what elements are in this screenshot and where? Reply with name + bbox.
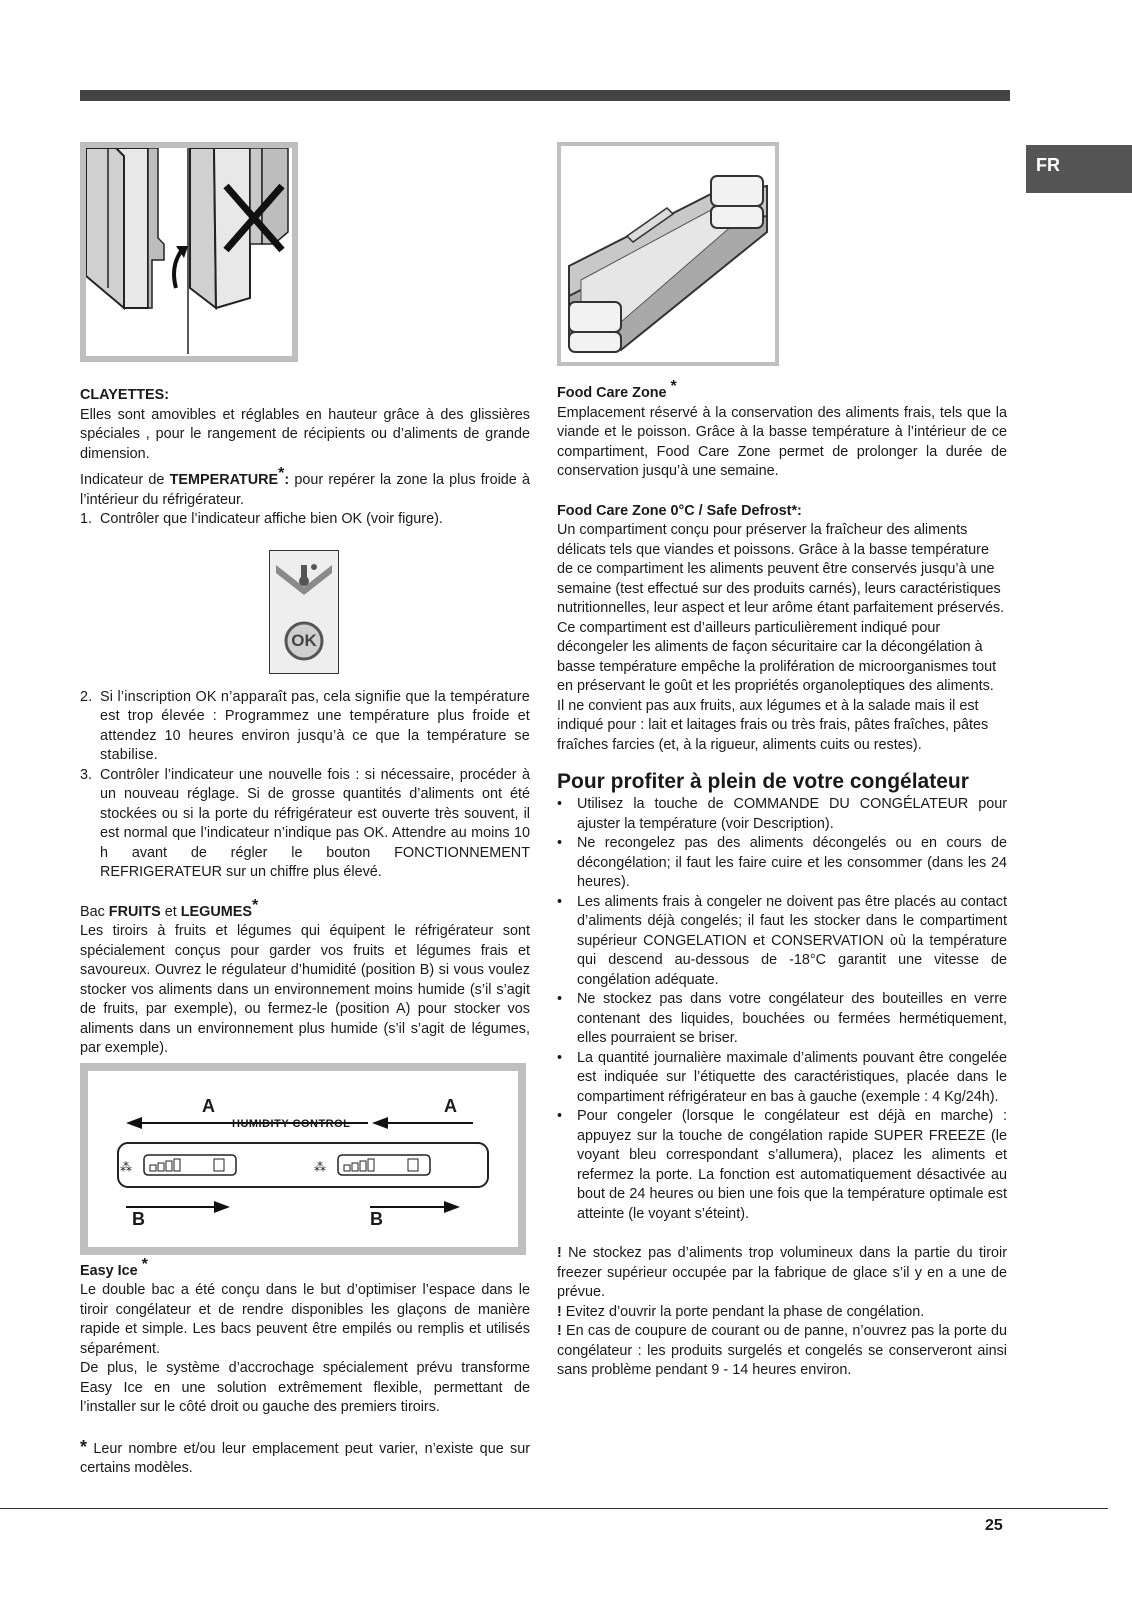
step-3: 3. Contrôler l’indicateur une nouvelle fois : si nécessaire, procéder à un nouveau réglage. Si de grosse quantités d’aliments ont été stockées ou si la porte du réfrigérateur est ouverte très souvent, il est normal que l’indicateur n’indique pas OK. Attendre au moins 10 h avant de régler le bouton FONCTIONNEMENT REFRIGERATEUR sur un chiffre plus élevé.: [80, 766, 530, 880]
left-column: [80, 386, 530, 1479]
svg-text:⁂: ⁂: [314, 1159, 326, 1174]
freezer-tip: • Utilisez la touche de COMMANDE DU CONGÉLATEUR pour ajuster la température (voir Description).: [557, 796, 1007, 832]
step-2: 2. Si l’inscription OK n’apparaît pas, cela signifie que la température est trop élevée : Programmez une température plus froide et attendez 10 heures environ jusqu’à ce que la température se stabilise.: [80, 688, 530, 763]
bac-title: Bac FRUITS et LEGUMES*: [80, 896, 259, 920]
freezer-tip: • Les aliments frais à congeler ne doivent pas être placés au contact d’aliments déjà congelés; il faut les stocker dans le compartiment supérieur CONGELATION et CONSERVATION où la température qui descend au-dessous de -18°C garantit une vitesse de congélation adéquate.: [557, 893, 1007, 988]
ok-label: OK: [291, 630, 317, 650]
humidity-control-label: HUMIDITY CONTROL: [232, 1117, 351, 1130]
label-b-right: B: [370, 1208, 383, 1229]
footnote: * Leur nombre et/ou leur emplacement peut varier, n’existe que sur certains modèles.: [80, 1436, 530, 1476]
shelf-illustration: [86, 148, 292, 356]
warning-1: ! Ne stockez pas d’aliments trop volumineux dans la partie du tiroir freezer supérieur occupée par la fabrique de glace s’il y en a une de prévue.: [557, 1245, 1007, 1300]
humidity-control-figure: [80, 1063, 526, 1255]
food-care-zone-text: Emplacement réservé à la conservation des aliments frais, tels que la viande et le poisson. Grâce à la basse température à l’intérieur de ce compartiment, Food Care Zone permet de prolonger la durée de conservation jusqu’à une semaine.: [557, 404, 1007, 479]
food-care-zone-title: Food Care Zone *: [557, 378, 677, 401]
freezer-tip: • Pour congeler (lorsque le congélateur est déjà en marche) : appuyez sur la touche de congélation rapide SUPER FREEZE (le voyant bleu correspondant s’allumera), placez les aliments et refermez la porte. La fonction est automatiquement désactivée au bout de 24 heures ou bien une fois que la température optimale est atteinte (le voyant s’éteint).: [557, 1108, 1007, 1222]
freezer-tips-list: [557, 795, 1007, 1224]
bottom-rule: [0, 1508, 1108, 1509]
right-column: [557, 378, 1007, 1381]
freezer-section-title: Pour profiter à plein de votre congélateur: [557, 770, 969, 793]
food-care-zone-0-title: Food Care Zone 0°C / Safe Defrost*:: [557, 502, 802, 519]
food-care-zone-0-p1: Un compartiment conçu pour préserver la fraîcheur des aliments délicats tels que viandes et poissons. Grâce à la basse température de ce compartiment les aliments peuvent être conservés jusqu’à une semaine (test effectué sur des produits carnés), leurs caractéristiques nutritionnelles, leur aspect et leur arôme étant parfaitement préservés.: [557, 522, 1005, 616]
indicator-text: Indicateur de TEMPERATURE*: pour repérer la zone la plus froide à l’intérieur du réfrigérateur.: [80, 465, 530, 508]
language-tab: FR: [1026, 145, 1132, 193]
steps-list-2: [80, 688, 530, 883]
label-b-left: B: [132, 1208, 145, 1229]
svg-text:⁂: ⁂: [120, 1159, 132, 1174]
freezer-tip: • Ne recongelez pas des aliments décongelés ou en cours de décongélation; il faut les faire cuire et les consommer (dans les 24 heures).: [557, 835, 1007, 890]
freezer-tip: • Ne stockez pas dans votre congélateur des bouteilles en verre contenant des liquides, bouchées ou fermées hermétiquement, elles pourraient se briser.: [557, 991, 1007, 1046]
label-a-left: A: [202, 1095, 215, 1116]
food-care-zone-0-p3: Il ne convient pas aux fruits, aux légumes et à la salade mais il est indiqué pour : lait et laitages frais ou très frais, pâtes fraîches, pâtes fraîches farcies (et, à la rigueur, aliments cuits ou restes).: [557, 697, 989, 753]
clayettes-title: CLAYETTES:: [80, 387, 170, 403]
bac-text: Les tiroirs à fruits et légumes qui équipent le réfrigérateur sont spécialement conçus pour garder vos fruits et légumes frais et savoureux. Ouvrez le régulateur d’humidité (position B) si vous voulez stocker vos aliments dans un environnement moins humide (s’il s’agit de fruits, par exemple), ou fermez-le (position A) pour stocker vos aliments dans un environnement plus humide (s’il s’agit de légumes, par exemple).: [80, 923, 530, 1056]
page-number: 25: [985, 1517, 1003, 1534]
thermometer-icon: [270, 551, 338, 673]
step-1: 1. Contrôler que l’indicateur affiche bien OK (voir figure).: [80, 511, 443, 527]
food-care-zone-0-p2: Ce compartiment est d’ailleurs particulièrement indiqué pour décongeler les aliments de façon sécuritaire car la décongélation à basse température empêche la prolifération de microorganismes tout en préservant le goût et les propriétés organoleptiques des aliments.: [557, 619, 997, 694]
clayettes-text: Elles sont amovibles et réglables en hauteur grâce à des glissières spéciales , pour le rangement de récipients ou d’aliments de grande dimension.: [80, 406, 530, 462]
easy-ice-text-1: Le double bac a été conçu dans le but d’optimiser l’espace dans le tiroir congélateur et de rendre disponibles les glaçons de manière rapide et simple. Les bacs peuvent être empilés ou remplis et utilisés séparément.: [80, 1282, 530, 1357]
ok-indicator-figure: [269, 550, 339, 674]
steps-list-1: [80, 510, 530, 530]
warning-3: ! En cas de coupure de courant ou de panne, n’ouvrez pas la porte du congélateur : les produits surgelés et congelés se conserveront ainsi sans problème pendant 9 - 14 heures environ.: [557, 1323, 1007, 1378]
freezer-tip: • La quantité journalière maximale d’aliments pouvant être congelée est indiquée sur l’étiquette des caractéristiques, placée dans le compartiment réfrigérateur en bas à gauche (exemple : 4 Kg/24h).: [557, 1049, 1007, 1105]
easy-ice-text-2: De plus, le système d’accrochage spécialement prévu transforme Easy Ice en une solution extrêmement flexible, permettant de l’installer sur le côté droit ou gauche des premiers tiroirs.: [80, 1360, 530, 1415]
label-a-right: A: [444, 1095, 457, 1116]
easy-ice-title: Easy Ice *: [80, 1255, 148, 1279]
drawer-illustration: [561, 146, 775, 362]
food-care-zone-figure: [557, 142, 779, 366]
shelves-figure: [80, 142, 298, 362]
top-rule: [80, 90, 1010, 101]
warning-2: ! Evitez d’ouvrir la porte pendant la phase de congélation.: [557, 1303, 925, 1320]
